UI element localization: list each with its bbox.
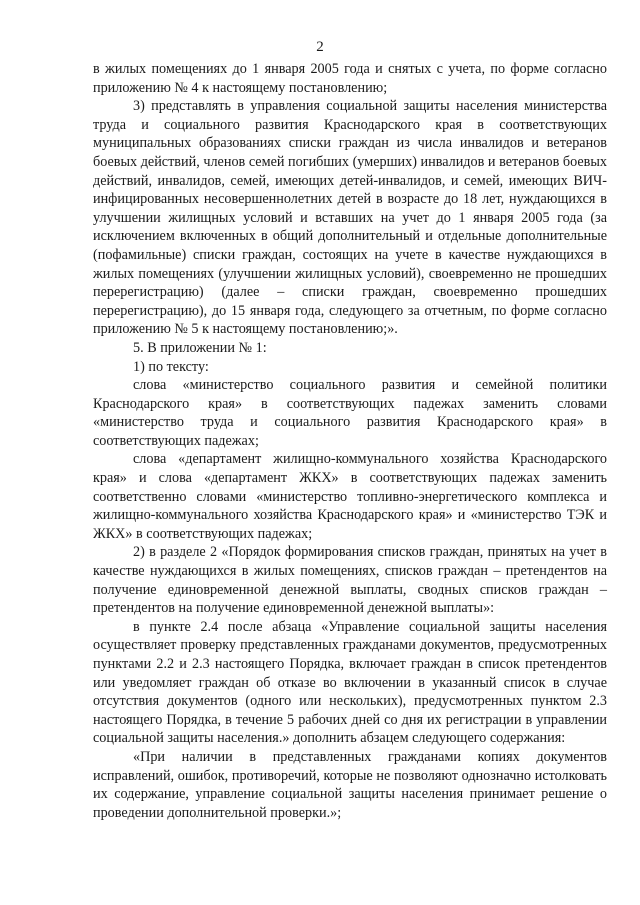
paragraph-subitem-1: 1) по тексту: bbox=[133, 358, 209, 375]
paragraph-subitem-2: 2) в разделе 2 «Порядок формирования списков граждан, принятых на учет в качестве нуждающихся в жилых помещениях, списков граждан – претендентов на получение единовременной денежной выплаты, сводных списков граждан – претендентов на получение единовременной денежной выплаты»: bbox=[93, 544, 607, 617]
paragraph-item-3: 3) представлять в управления социальной защиты населения министерства труда и социального развития Краснодарского края в соответствующих муниципальных образованиях списки граждан из числа инвалидов и ветеранов боевых действий, членов семей погибших (умерших) инвалидов и ветеранов боевых действий, инвалидов, семей, имеющих детей-инвалидов, и семей, имеющих ВИЧ-инфицированных несовершеннолетних детей в возрасте до 18 лет, нуждающихся в улучшении жилищных условий и вставших на учет до 1 января 2005 года (за исключением включенных в общий дополнительный и отдельные дополнительные (пофамильные) списки граждан, состоящих на учете в качестве нуждающихся в жилых помещениях (улучшении жилищных условий), своевременно не прошедших перерегистрацию) (далее – списки граждан, своевременно прошедших перерегистрацию), до 15 января года, следующего за отчетным, по форме согласно приложению № 5 к настоящему постановлению;». bbox=[93, 98, 607, 338]
paragraph-continuation: в жилых помещениях до 1 января 2005 года и снятых с учета, по форме согласно приложению № 4 к настоящему постановлению; bbox=[93, 61, 607, 96]
paragraph-new-abzac: «При наличии в представленных гражданами копиях документов исправлений, ошибок, противоречий, которые не позволяют однозначно истолковать их содержание, управление социальной защиты населения принимает решение о проведении дополнительной проверки.»; bbox=[93, 748, 607, 821]
paragraph-replace-ministry: слова «министерство социального развития и семейной политики Краснодарского края» в соответствующих падежах заменить словами «министерство труда и социального развития Краснодарского края» в соответствующих падежах; bbox=[93, 377, 607, 449]
page-number: 2 bbox=[316, 39, 324, 55]
paragraph-point-2-4: в пункте 2.4 после абзаца «Управление социальной защиты населения осуществляет проверку представленных гражданами документов, предусмотренных пунктами 2.2 и 2.3 настоящего Порядка, включает граждан в список претендентов или уведомляет граждан об отказе во включении в указанный список в случае отсутствия документов (одного или нескольких), предусмотренных пунктом 2.3 настоящего Порядка, в течение 5 рабочих дней со дня их регистрации в управлении социальной защиты населения.» дополнить абзацем следующего содержания: bbox=[93, 618, 607, 747]
paragraph-replace-department: слова «департамент жилищно-коммунального хозяйства Краснодарского края» и слова «департамент ЖКХ» в соответствующих падежах заменить соответственно словами «министерство топливно-энергетического комплекса и жилищно-коммунального хозяйства Краснодарского края» и «министерство ТЭК и ЖКХ» в соответствующих падежах; bbox=[93, 451, 607, 542]
paragraph-section-5: 5. В приложении № 1: bbox=[133, 339, 267, 356]
document-body bbox=[93, 60, 607, 822]
